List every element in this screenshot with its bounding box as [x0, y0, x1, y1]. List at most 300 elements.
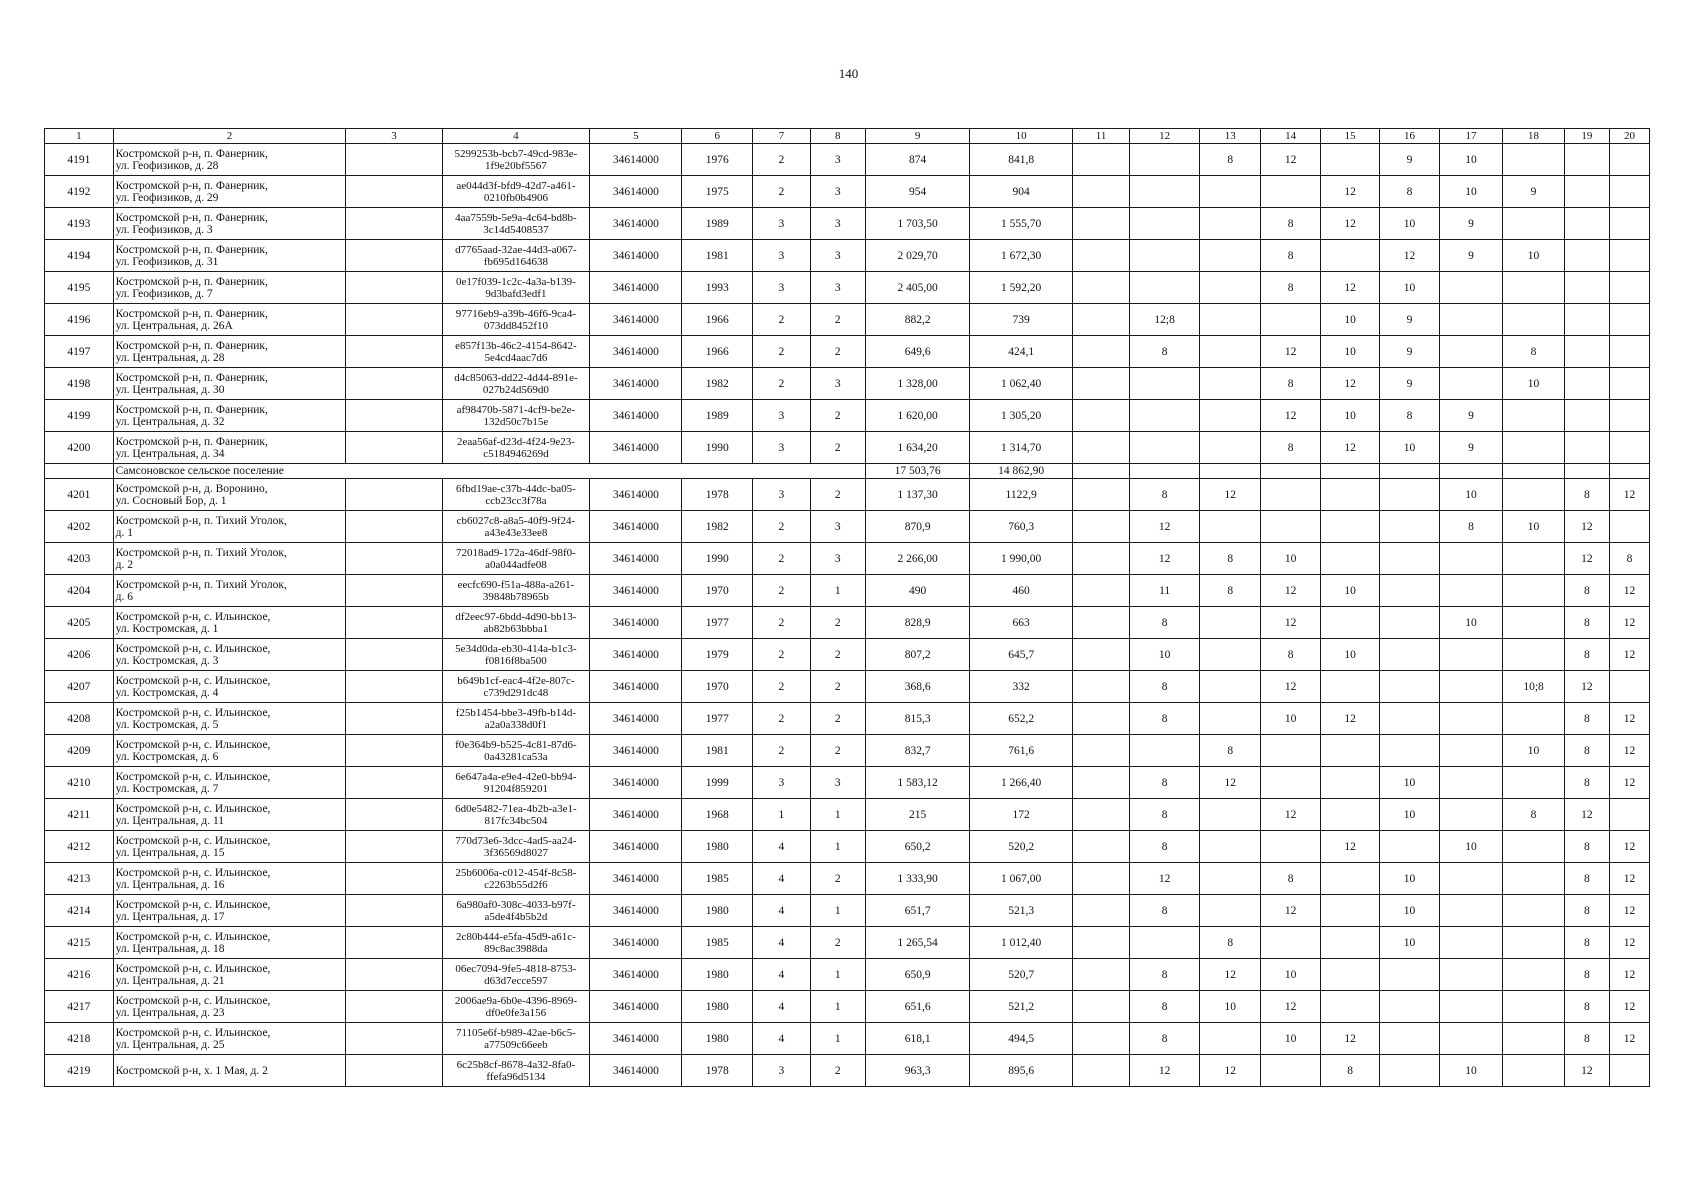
col-11-cell [1072, 272, 1129, 304]
housing-register-table [44, 128, 1650, 1087]
address-line-1: Костромской р-н, п. Фанерник, [115, 371, 268, 384]
col-12-cell: 12 [1130, 863, 1200, 895]
empty-cell [346, 735, 442, 767]
entrances-cell: 2 [810, 671, 865, 703]
guid-line-1: 2c80b444-e5fa-45d9- [456, 930, 552, 943]
address-line-2: ул. Костромская, д. 4 [115, 686, 219, 699]
col-17-cell: 9 [1439, 208, 1503, 240]
col-17-cell: 8 [1439, 511, 1503, 543]
col-header: 10 [970, 129, 1072, 144]
year-cell: 1970 [682, 671, 753, 703]
col-11-cell [1072, 703, 1129, 735]
year-cell: 1981 [682, 735, 753, 767]
address-line-2: д. 6 [115, 590, 134, 603]
col-14-cell: 8 [1261, 240, 1320, 272]
address-cell [113, 991, 346, 1023]
oktmo-cell: 34614000 [590, 272, 682, 304]
col-12-cell [1130, 927, 1200, 959]
col-11-cell [1072, 863, 1129, 895]
address-line-1: Костромской р-н, с. Ильинское, [115, 674, 271, 687]
guid-line-1: 6c25b8cf-8678-4a32- [456, 1058, 552, 1071]
column-number-row [45, 129, 1650, 144]
address-cell [113, 607, 346, 639]
col-19-cell: 8 [1564, 959, 1609, 991]
address-cell [113, 671, 346, 703]
table-row [45, 927, 1650, 959]
empty-cell [1320, 464, 1379, 479]
year-cell: 1966 [682, 336, 753, 368]
floors-cell: 1 [753, 799, 810, 831]
table-row [45, 543, 1650, 575]
col-17-cell [1439, 1023, 1503, 1055]
subtotal-total-area: 17 503,76 [865, 464, 970, 479]
row-number-cell: 4192 [45, 176, 114, 208]
row-number-cell: 4212 [45, 831, 114, 863]
row-number-cell: 4195 [45, 272, 114, 304]
address-line-2: ул. Геофизиков, д. 7 [115, 287, 213, 300]
empty-cell [346, 336, 442, 368]
empty-cell [346, 511, 442, 543]
total-area-cell: 651,7 [865, 895, 970, 927]
address-line-1: Костромской р-н, п. Тихий Уголок, [115, 578, 287, 591]
col-16-cell [1380, 703, 1439, 735]
col-18-cell [1503, 607, 1564, 639]
guid-cell [442, 1055, 590, 1087]
address-line-1: Костромской р-н, п. Фанерник, [115, 179, 268, 192]
floors-cell: 4 [753, 895, 810, 927]
col-13-cell [1199, 432, 1260, 464]
empty-cell [346, 767, 442, 799]
total-area-cell: 963,3 [865, 1055, 970, 1087]
address-line-1: Костромской р-н, с. Ильинское, [115, 994, 271, 1007]
col-18-cell: 10;8 [1503, 671, 1564, 703]
living-area-cell: 841,8 [970, 144, 1072, 176]
row-number-cell: 4206 [45, 639, 114, 671]
floors-cell: 2 [753, 607, 810, 639]
oktmo-cell: 34614000 [590, 304, 682, 336]
col-13-cell [1199, 831, 1260, 863]
table-row [45, 607, 1650, 639]
col-18-cell: 8 [1503, 336, 1564, 368]
empty-cell [346, 400, 442, 432]
col-13-cell [1199, 863, 1260, 895]
col-11-cell [1072, 208, 1129, 240]
col-14-cell: 8 [1261, 432, 1320, 464]
guid-line-2: be2e-132d50c7b15e [483, 403, 576, 428]
col-20-cell [1609, 272, 1649, 304]
address-line-1: Костромской р-н, с. Ильинское, [115, 738, 271, 751]
col-12-cell: 8 [1130, 607, 1200, 639]
address-cell [113, 208, 346, 240]
col-13-cell [1199, 895, 1260, 927]
row-number-cell: 4208 [45, 703, 114, 735]
col-12-cell [1130, 400, 1200, 432]
living-area-cell: 761,6 [970, 735, 1072, 767]
entrances-cell: 2 [810, 927, 865, 959]
address-line-2: ул. Центральная, д. 25 [115, 1038, 225, 1051]
empty-cell [346, 639, 442, 671]
col-20-cell: 12 [1609, 479, 1649, 511]
empty-cell [346, 831, 442, 863]
oktmo-cell: 34614000 [590, 575, 682, 607]
oktmo-cell: 34614000 [590, 543, 682, 575]
row-number-cell: 4215 [45, 927, 114, 959]
row-number-cell: 4199 [45, 400, 114, 432]
address-line-2: ул. Центральная, д. 16 [115, 878, 225, 891]
col-13-cell [1199, 176, 1260, 208]
col-15-cell [1320, 479, 1379, 511]
col-14-cell: 8 [1261, 272, 1320, 304]
address-line-2: ул. Геофизиков, д. 31 [115, 255, 219, 268]
col-20-cell: 12 [1609, 607, 1649, 639]
table-row [45, 208, 1650, 240]
col-19-cell [1564, 208, 1609, 240]
guid-cell [442, 895, 590, 927]
col-19-cell: 8 [1564, 767, 1609, 799]
col-16-cell [1380, 959, 1439, 991]
col-15-cell [1320, 144, 1379, 176]
col-16-cell [1380, 543, 1439, 575]
col-17-cell [1439, 368, 1503, 400]
total-area-cell: 2 405,00 [865, 272, 970, 304]
col-14-cell: 12 [1261, 799, 1320, 831]
guid-line-2: aa24-3f36569d8027 [483, 834, 577, 859]
guid-cell [442, 511, 590, 543]
empty-cell [1503, 464, 1564, 479]
col-12-cell [1130, 735, 1200, 767]
col-16-cell: 10 [1380, 208, 1439, 240]
empty-cell [346, 895, 442, 927]
col-12-cell: 8 [1130, 991, 1200, 1023]
col-14-cell: 12 [1261, 575, 1320, 607]
entrances-cell: 2 [810, 703, 865, 735]
total-area-cell: 1 620,00 [865, 400, 970, 432]
guid-line-1: 0e17f039-1c2c-4a3a- [456, 275, 551, 288]
address-line-2: д. 2 [115, 558, 134, 571]
col-18-cell [1503, 959, 1564, 991]
address-cell [113, 1055, 346, 1087]
col-14-cell: 10 [1261, 959, 1320, 991]
col-16-cell: 10 [1380, 895, 1439, 927]
col-11-cell [1072, 991, 1129, 1023]
col-header: 4 [442, 129, 590, 144]
guid-line-2: 9e23-c5184946269d [483, 435, 575, 460]
oktmo-cell: 34614000 [590, 767, 682, 799]
col-17-cell [1439, 671, 1503, 703]
empty-cell [346, 176, 442, 208]
guid-line-1: 6fbd19ae-c37b-44dc- [456, 482, 551, 495]
living-area-cell: 1 067,00 [970, 863, 1072, 895]
col-20-cell [1609, 368, 1649, 400]
col-16-cell [1380, 1055, 1439, 1087]
floors-cell: 2 [753, 735, 810, 767]
row-number-cell: 4213 [45, 863, 114, 895]
col-11-cell [1072, 1055, 1129, 1087]
address-line-2: ул. Костромская, д. 6 [115, 750, 219, 763]
col-19-cell: 8 [1564, 639, 1609, 671]
col-19-cell: 8 [1564, 1023, 1609, 1055]
col-13-cell: 10 [1199, 991, 1260, 1023]
guid-cell [442, 671, 590, 703]
total-area-cell: 882,2 [865, 304, 970, 336]
empty-cell [346, 144, 442, 176]
col-header: 7 [753, 129, 810, 144]
col-12-cell: 8 [1130, 831, 1200, 863]
col-13-cell: 8 [1199, 927, 1260, 959]
floors-cell: 2 [753, 176, 810, 208]
guid-cell [442, 272, 590, 304]
col-17-cell: 10 [1439, 1055, 1503, 1087]
guid-line-2: bb13-ab82b63bbba1 [483, 610, 577, 635]
col-15-cell: 12 [1320, 272, 1379, 304]
guid-line-2: 8642-5e4cd4aac7d6 [484, 339, 577, 364]
guid-line-2: a067-fb695d164638 [483, 243, 577, 268]
col-16-cell: 8 [1380, 400, 1439, 432]
col-19-cell: 8 [1564, 479, 1609, 511]
guid-line-1: ae044d3f-bfd9-42d7- [456, 179, 551, 192]
col-18-cell: 9 [1503, 176, 1564, 208]
total-area-cell: 215 [865, 799, 970, 831]
oktmo-cell: 34614000 [590, 240, 682, 272]
col-15-cell [1320, 240, 1379, 272]
col-18-cell [1503, 144, 1564, 176]
floors-cell: 2 [753, 575, 810, 607]
col-header: 8 [810, 129, 865, 144]
col-16-cell: 12 [1380, 240, 1439, 272]
col-14-cell [1261, 831, 1320, 863]
col-12-cell [1130, 432, 1200, 464]
living-area-cell: 645,7 [970, 639, 1072, 671]
year-cell: 1982 [682, 368, 753, 400]
address-cell [113, 735, 346, 767]
total-area-cell: 2 029,70 [865, 240, 970, 272]
oktmo-cell: 34614000 [590, 863, 682, 895]
table-row [45, 511, 1650, 543]
year-cell: 1980 [682, 831, 753, 863]
guid-line-1: 06ec7094-9fe5-4818- [455, 962, 551, 975]
guid-line-1: eecfc690-f51a-488a- [457, 578, 550, 591]
col-15-cell: 12 [1320, 432, 1379, 464]
col-11-cell [1072, 240, 1129, 272]
address-line-2: ул. Центральная, д. 15 [115, 846, 225, 859]
floors-cell: 2 [753, 368, 810, 400]
address-line-1: Костромской р-н, с. Ильинское, [115, 866, 271, 879]
col-20-cell: 8 [1609, 543, 1649, 575]
col-17-cell: 10 [1439, 144, 1503, 176]
floors-cell: 4 [753, 863, 810, 895]
guid-line-2: 98f0-a0a044adfe08 [485, 546, 576, 571]
guid-line-2: b139-9d3bafd3edf1 [485, 275, 576, 300]
living-area-cell: 1 062,40 [970, 368, 1072, 400]
year-cell: 1980 [682, 991, 753, 1023]
col-19-cell [1564, 176, 1609, 208]
col-header: 2 [113, 129, 346, 144]
col-19-cell: 8 [1564, 575, 1609, 607]
table-row [45, 863, 1650, 895]
col-header: 18 [1503, 129, 1564, 144]
living-area-cell: 1 990,00 [970, 543, 1072, 575]
col-11-cell [1072, 368, 1129, 400]
col-15-cell: 10 [1320, 304, 1379, 336]
year-cell: 1989 [682, 208, 753, 240]
empty-cell [346, 543, 442, 575]
col-15-cell [1320, 895, 1379, 927]
row-number-cell: 4218 [45, 1023, 114, 1055]
col-18-cell [1503, 272, 1564, 304]
address-cell [113, 144, 346, 176]
total-area-cell: 807,2 [865, 639, 970, 671]
col-15-cell: 12 [1320, 1023, 1379, 1055]
total-area-cell: 874 [865, 144, 970, 176]
guid-cell [442, 240, 590, 272]
col-20-cell [1609, 400, 1649, 432]
col-12-cell: 12 [1130, 543, 1200, 575]
row-number-cell: 4216 [45, 959, 114, 991]
address-line-1: Костромской р-н, с. Ильинское, [115, 898, 271, 911]
col-13-cell [1199, 240, 1260, 272]
col-18-cell [1503, 432, 1564, 464]
guid-line-1: 6e647a4a-e9e4-42e0- [455, 770, 551, 783]
address-line-1: Костромской р-н, п. Фанерник, [115, 435, 268, 448]
col-11-cell [1072, 927, 1129, 959]
empty-cell [1564, 464, 1609, 479]
col-14-cell: 10 [1261, 1023, 1320, 1055]
col-16-cell: 10 [1380, 767, 1439, 799]
col-19-cell: 12 [1564, 511, 1609, 543]
col-18-cell [1503, 767, 1564, 799]
col-18-cell: 10 [1503, 511, 1564, 543]
col-15-cell [1320, 735, 1379, 767]
guid-line-2: bb94-91204f859201 [483, 770, 577, 795]
entrances-cell: 3 [810, 767, 865, 799]
guid-cell [442, 432, 590, 464]
guid-cell [442, 735, 590, 767]
col-13-cell: 8 [1199, 543, 1260, 575]
col-19-cell: 8 [1564, 927, 1609, 959]
row-number-cell: 4219 [45, 1055, 114, 1087]
guid-cell [442, 304, 590, 336]
col-18-cell: 8 [1503, 799, 1564, 831]
col-20-cell: 12 [1609, 1023, 1649, 1055]
col-11-cell [1072, 176, 1129, 208]
col-header: 14 [1261, 129, 1320, 144]
living-area-cell: 663 [970, 607, 1072, 639]
col-11-cell [1072, 1023, 1129, 1055]
col-13-cell [1199, 607, 1260, 639]
col-15-cell [1320, 543, 1379, 575]
col-11-cell [1072, 671, 1129, 703]
col-19-cell: 8 [1564, 895, 1609, 927]
col-13-cell: 12 [1199, 479, 1260, 511]
col-18-cell [1503, 208, 1564, 240]
col-16-cell [1380, 639, 1439, 671]
table-row [45, 304, 1650, 336]
guid-cell [442, 208, 590, 240]
year-cell: 1966 [682, 304, 753, 336]
col-14-cell [1261, 176, 1320, 208]
living-area-cell: 1 672,30 [970, 240, 1072, 272]
floors-cell: 3 [753, 208, 810, 240]
total-area-cell: 1 333,90 [865, 863, 970, 895]
col-18-cell [1503, 575, 1564, 607]
address-line-2: ул. Центральная, д. 11 [115, 814, 225, 827]
guid-line-2: b97f-a5de4f4b5b2d [484, 898, 576, 923]
total-area-cell: 1 634,20 [865, 432, 970, 464]
col-14-cell: 12 [1261, 144, 1320, 176]
entrances-cell: 2 [810, 639, 865, 671]
col-17-cell [1439, 863, 1503, 895]
floors-cell: 2 [753, 511, 810, 543]
living-area-cell: 1 305,20 [970, 400, 1072, 432]
col-17-cell [1439, 767, 1503, 799]
entrances-cell: 2 [810, 304, 865, 336]
address-cell [113, 240, 346, 272]
col-11-cell [1072, 959, 1129, 991]
table-row [45, 368, 1650, 400]
col-19-cell [1564, 336, 1609, 368]
row-number-cell: 4191 [45, 144, 114, 176]
col-11-cell [1072, 336, 1129, 368]
col-20-cell: 12 [1609, 703, 1649, 735]
address-line-1: Костромской р-н, с. Ильинское, [115, 770, 271, 783]
address-cell [113, 895, 346, 927]
table-row [45, 959, 1650, 991]
address-line-1: Костромской р-н, п. Тихий Уголок, [115, 514, 287, 527]
oktmo-cell: 34614000 [590, 144, 682, 176]
col-11-cell [1072, 607, 1129, 639]
col-17-cell [1439, 703, 1503, 735]
col-13-cell [1199, 511, 1260, 543]
col-14-cell [1261, 511, 1320, 543]
address-cell [113, 575, 346, 607]
address-line-1: Костромской р-н, с. Ильинское, [115, 962, 271, 975]
table-row [45, 639, 1650, 671]
guid-line-1: 5e34d0da-eb30-414a- [455, 642, 552, 655]
guid-line-1: 6d0e5482-71ea-4b2b- [455, 802, 553, 815]
entrances-cell: 1 [810, 991, 865, 1023]
col-13-cell [1199, 400, 1260, 432]
entrances-cell: 1 [810, 799, 865, 831]
total-area-cell: 649,6 [865, 336, 970, 368]
col-13-cell: 12 [1199, 959, 1260, 991]
col-12-cell [1130, 176, 1200, 208]
col-header: 11 [1072, 129, 1129, 144]
guid-cell [442, 959, 590, 991]
col-18-cell [1503, 479, 1564, 511]
total-area-cell: 832,7 [865, 735, 970, 767]
oktmo-cell: 34614000 [590, 511, 682, 543]
empty-cell [346, 304, 442, 336]
table-row [45, 991, 1650, 1023]
year-cell: 1979 [682, 639, 753, 671]
col-19-cell: 8 [1564, 703, 1609, 735]
col-14-cell: 10 [1261, 703, 1320, 735]
address-cell [113, 400, 346, 432]
oktmo-cell: 34614000 [590, 400, 682, 432]
col-header: 6 [682, 129, 753, 144]
col-15-cell: 12 [1320, 176, 1379, 208]
col-15-cell [1320, 671, 1379, 703]
guid-line-1: 97716eb9-a39b-46f6- [455, 307, 552, 320]
guid-line-1: 2eaa56af-d23d-4f24- [456, 435, 550, 448]
row-number-cell: 4196 [45, 304, 114, 336]
living-area-cell: 739 [970, 304, 1072, 336]
col-14-cell: 12 [1261, 400, 1320, 432]
col-14-cell: 8 [1261, 639, 1320, 671]
col-19-cell: 12 [1564, 799, 1609, 831]
guid-cell [442, 863, 590, 895]
col-17-cell [1439, 575, 1503, 607]
